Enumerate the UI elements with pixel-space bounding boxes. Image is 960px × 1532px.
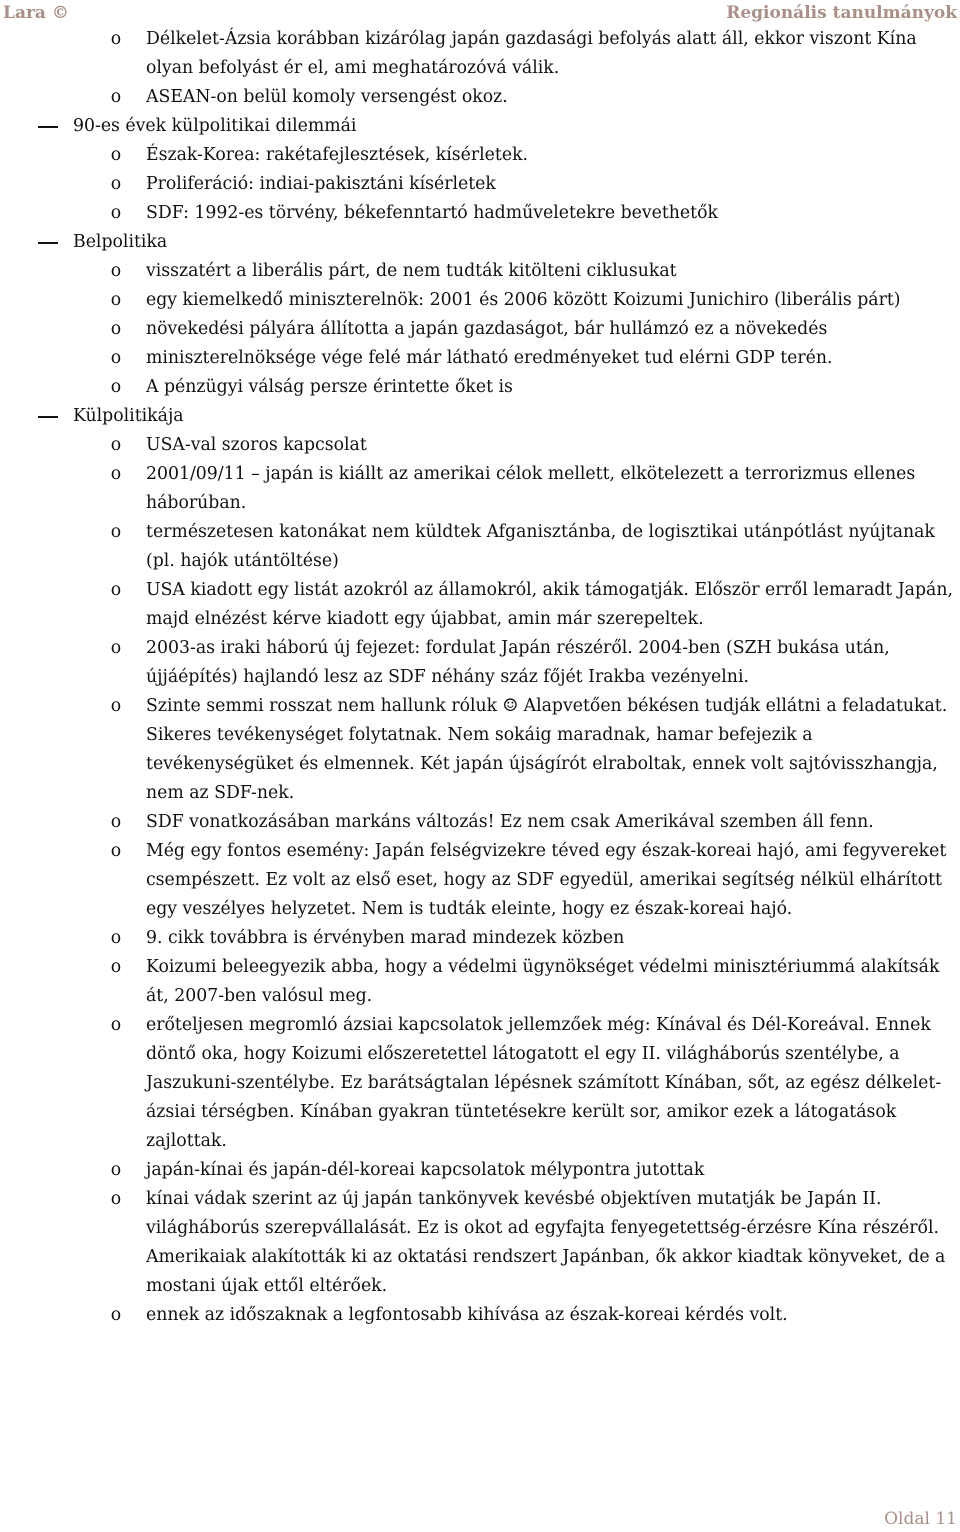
item-text: 2003-as iraki háború új fejezet: fordulat Japán részéről. 2004-ben (SZH bukása után, újjáépítés) hajlandó lesz az SDF néhány száz főjét Irakba vezényelni. (146, 638, 890, 687)
header-author: Lara © (3, 3, 69, 23)
outline-sub-item (0, 924, 960, 953)
item-text: Még egy fontos esemény: Japán felségvizekre téved egy észak-koreai hajó, ami fegyvereket csempészett. Ez volt az első eset, hogy az SDF egyedül, amerikai segítség nélkül elhárított egy veszélyes helyzetet. Nem is tudták eleinte, hogy ez észak-koreai hajó. (146, 841, 947, 919)
outline-sub-item (0, 634, 960, 692)
outline-sub-item (0, 315, 960, 344)
circle-bullet-icon: o (110, 522, 122, 542)
outline-sub-item (0, 373, 960, 402)
circle-bullet-icon: o (110, 377, 122, 397)
circle-bullet-icon: o (110, 145, 122, 165)
item-text: USA-val szoros kapcsolat (146, 435, 367, 455)
item-text: 90-es évek külpolitikai dilemmái (73, 116, 357, 136)
circle-bullet-icon: o (110, 348, 122, 368)
outline-sub-item (0, 808, 960, 837)
item-text: japán-kínai és japán-dél-koreai kapcsolatok mélypontra jutottak (146, 1160, 705, 1180)
circle-bullet-icon: o (110, 261, 122, 281)
circle-bullet-icon: o (110, 1189, 122, 1209)
outline-sub-item (0, 431, 960, 460)
outline-sub-item (0, 1301, 960, 1330)
item-text: Délkelet-Ázsia korábban kizárólag japán gazdasági befolyás alatt áll, ekkor viszont Kína olyan befolyást ér el, ami meghatározóvá válik. (146, 29, 917, 78)
outline-sub-item (0, 344, 960, 373)
circle-bullet-icon: o (110, 957, 122, 977)
item-text: Koizumi beleegyezik abba, hogy a védelmi ügynökséget védelmi minisztériummá alakítsák át, 2007-ben valósul meg. (146, 957, 940, 1006)
circle-bullet-icon: o (110, 174, 122, 194)
item-text: ASEAN-on belül komoly versengést okoz. (146, 87, 508, 107)
item-text: SDF vonatkozásában markáns változás! Ez nem csak Amerikával szemben áll fenn. (146, 812, 874, 832)
outline-sub-item (0, 1185, 960, 1301)
item-text: 2001/09/11 – japán is kiállt az amerikai célok mellett, elkötelezett a terrorizmus ellenes háborúban. (146, 464, 916, 513)
item-text: növekedési pályára állította a japán gazdaságot, bár hullámzó ez a növekedés (146, 319, 828, 339)
outline-sub-item (0, 1156, 960, 1185)
dash-bullet-icon (38, 126, 58, 128)
item-text: ennek az időszaknak a legfontosabb kihívása az észak-koreai kérdés volt. (146, 1305, 788, 1325)
item-text: Külpolitikája (73, 406, 184, 426)
circle-bullet-icon: o (110, 928, 122, 948)
circle-bullet-icon: o (110, 435, 122, 455)
outline-heading-item (0, 228, 960, 257)
circle-bullet-icon: o (110, 1160, 122, 1180)
circle-bullet-icon: o (110, 1305, 122, 1325)
outline-sub-item (0, 141, 960, 170)
item-text: erőteljesen megromló ázsiai kapcsolatok jellemzőek még: Kínával és Dél-Koreával. Ennek döntő oka, hogy Koizumi előszeretettel látogatott el egy II. világháborús szentélybe, a Jaszukuni-szentélybe. Ez barátságtalan lépésnek számított Kínában, sőt, az egész délkelet-ázsiai térségben. Kínában gyakran tüntetésekre került sor, amikor ezek a látogatások zajlottak. (146, 1015, 942, 1151)
item-text: miniszterelnöksége vége felé már látható eredményeket tud elérni GDP terén. (146, 348, 833, 368)
outline-heading-item (0, 402, 960, 431)
item-text: visszatért a liberális párt, de nem tudták kitölteni ciklusukat (146, 261, 677, 281)
outline-sub-item (0, 83, 960, 112)
circle-bullet-icon: o (110, 841, 122, 861)
circle-bullet-icon: o (110, 1015, 122, 1035)
outline-sub-item (0, 837, 960, 924)
outline-sub-item (0, 518, 960, 576)
item-text: Proliferáció: indiai-pakisztáni kísérletek (146, 174, 496, 194)
item-text: A pénzügyi válság persze érintette őket is (146, 377, 513, 397)
page-number: Oldal 11 (884, 1509, 957, 1529)
circle-bullet-icon: o (110, 290, 122, 310)
item-text: Észak-Korea: rakétafejlesztések, kísérletek. (146, 145, 529, 165)
item-text: 9. cikk továbbra is érvényben marad mindezek közben (146, 928, 625, 948)
item-text: Szinte semmi rosszat nem hallunk róluk ☺ Alapvetően békésen tudják ellátni a feladatukat. Sikeres tevékenységet folytatnak. Nem sokáig maradnak, hamar befejezik a tevékenységüket és elmennek. Két japán újságírót elraboltak, ennek volt sajtóvisszhangja, nem az SDF-nek. (146, 696, 948, 803)
item-text: egy kiemelkedő miniszterelnök: 2001 és 2006 között Koizumi Junichiro (liberális párt) (146, 290, 901, 310)
outline-sub-item (0, 692, 960, 808)
circle-bullet-icon: o (110, 812, 122, 832)
item-text: természetesen katonákat nem küldtek Afganisztánba, de logisztikai utánpótlást nyújtanak (pl. hajók utántöltése) (146, 522, 935, 571)
outline-heading-item (0, 112, 960, 141)
circle-bullet-icon: o (110, 464, 122, 484)
circle-bullet-icon: o (110, 638, 122, 658)
outline-sub-item (0, 1011, 960, 1156)
circle-bullet-icon: o (110, 87, 122, 107)
outline-sub-item (0, 170, 960, 199)
outline-sub-item (0, 199, 960, 228)
item-text: USA kiadott egy listát azokról az államokról, akik támogatják. Először erről lemaradt Japán, majd elnézést kérve kiadott egy újabbat, amin már szerepeltek. (146, 580, 953, 629)
outline-sub-item (0, 953, 960, 1011)
outline-sub-item (0, 257, 960, 286)
header-course-title: Regionális tanulmányok (726, 3, 957, 23)
item-text: SDF: 1992-es törvény, békefenntartó hadműveletekre bevethetők (146, 203, 718, 223)
circle-bullet-icon: o (110, 580, 122, 600)
circle-bullet-icon: o (110, 203, 122, 223)
outline-sub-item (0, 576, 960, 634)
document-body (0, 25, 960, 1330)
circle-bullet-icon: o (110, 29, 122, 49)
outline-sub-item (0, 286, 960, 315)
outline-sub-item (0, 25, 960, 83)
outline-sub-item (0, 460, 960, 518)
dash-bullet-icon (38, 416, 58, 418)
circle-bullet-icon: o (110, 319, 122, 339)
circle-bullet-icon: o (110, 696, 122, 716)
dash-bullet-icon (38, 242, 58, 244)
item-text: Belpolitika (73, 232, 168, 252)
item-text: kínai vádak szerint az új japán tankönyvek kevésbé objektíven mutatják be Japán II. világháborús szerepvállalását. Ez is okot ad egyfajta fenyegetettség-érzésre Kína részéről. Amerikaiak alakították ki az oktatási rendszert Japánban, ők akkor kiadtak könyveket, de a mostani újak ettől eltérőek. (146, 1189, 946, 1296)
